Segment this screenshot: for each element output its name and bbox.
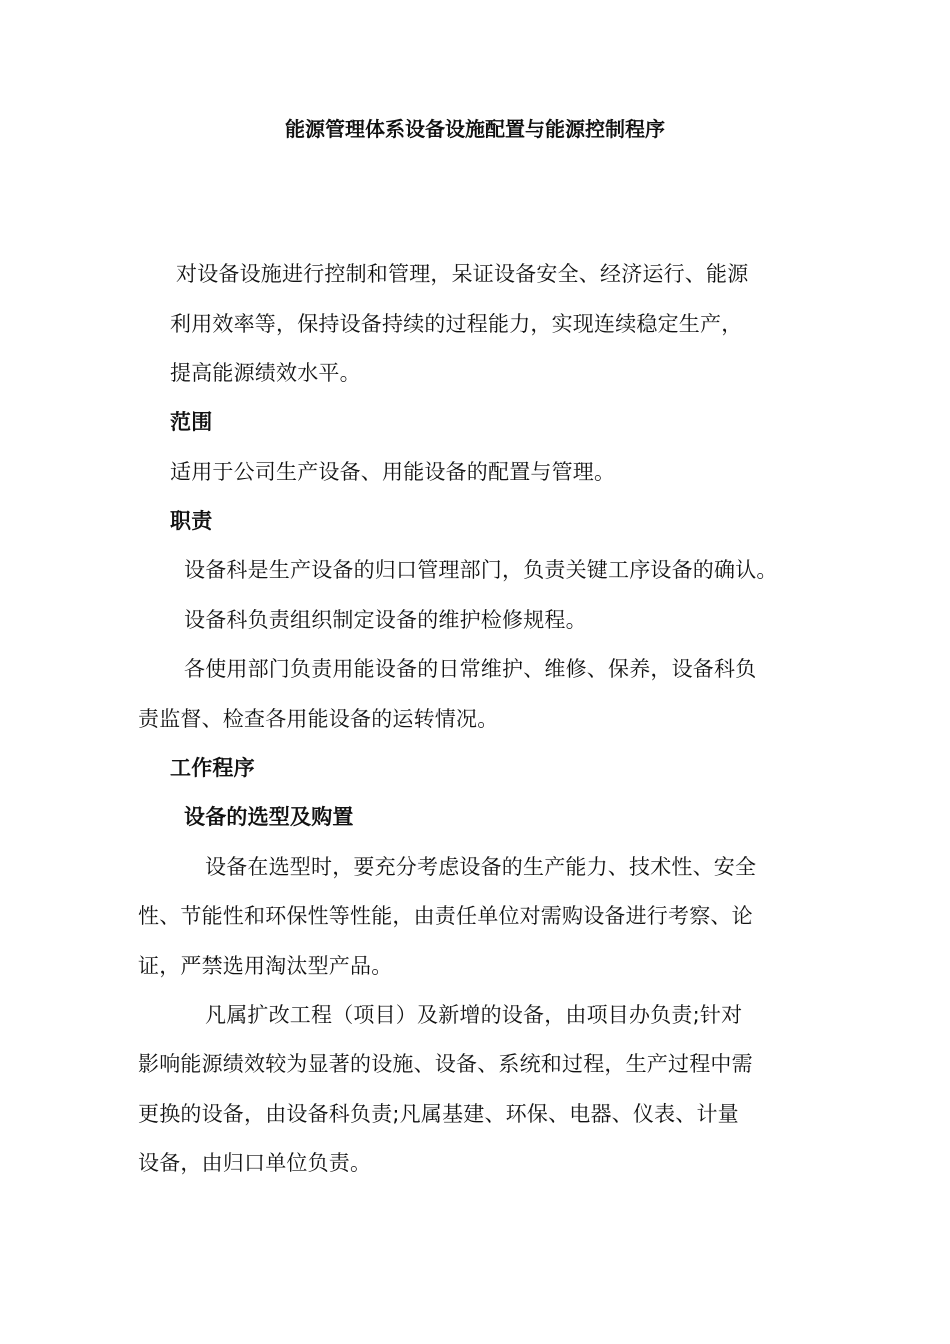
procedure-para-2-line-4: 设备，由归口单位负责。 [138,1151,372,1175]
procedure-para-2-line-1: 凡属扩改工程（项目）及新增的设备，由项目办负责;针对 [205,1003,743,1027]
procedure-para-1-line-3: 证，严禁选用淘汰型产品。 [138,954,393,978]
procedure-heading: 工作程序 [170,756,255,780]
responsibilities-heading: 职责 [170,509,213,533]
purpose-line-1: 对设备设施进行控制和管理，呆证设备安全、经济运行、能源 [176,262,749,286]
purpose-line-2: 利用效率等，保持设备持续的过程能力，实现连续稳定生产， [170,312,743,336]
scope-heading: 范围 [170,410,213,434]
purpose-line-3: 提高能源绩效水平。 [170,361,361,385]
responsibility-item-3-line-2: 责监督、检查各用能设备的运转情况。 [138,707,499,731]
scope-text: 适用于公司生产设备、用能设备的配置与管理。 [170,460,616,484]
procedure-subheading: 设备的选型及购置 [184,805,354,829]
procedure-para-1-line-1: 设备在选型时，要充分考虑设备的生产能力、技术性、安全 [205,855,757,879]
responsibility-item-1: 设备科是生产设备的归口管理部门，负责关键工序设备的确认。 [184,558,778,582]
responsibility-item-3-line-1: 各使用部门负责用能设备的日常维护、维修、保养，设备科负 [184,657,757,681]
procedure-para-2-line-3: 更换的设备，由设备科负责;凡属基建、环保、电器、仪表、计量 [138,1102,739,1126]
document-title: 能源管理体系设备设施配置与能源控制程序 [285,117,665,141]
procedure-para-2-line-2: 影响能源绩效较为显著的设施、设备、系统和过程，生产过程中需 [138,1052,753,1076]
responsibility-item-2: 设备科负责组织制定设备的维护检修规程。 [184,608,587,632]
procedure-para-1-line-2: 性、节能性和环保性等性能，由责任单位对需购设备进行考察、论 [138,904,753,928]
